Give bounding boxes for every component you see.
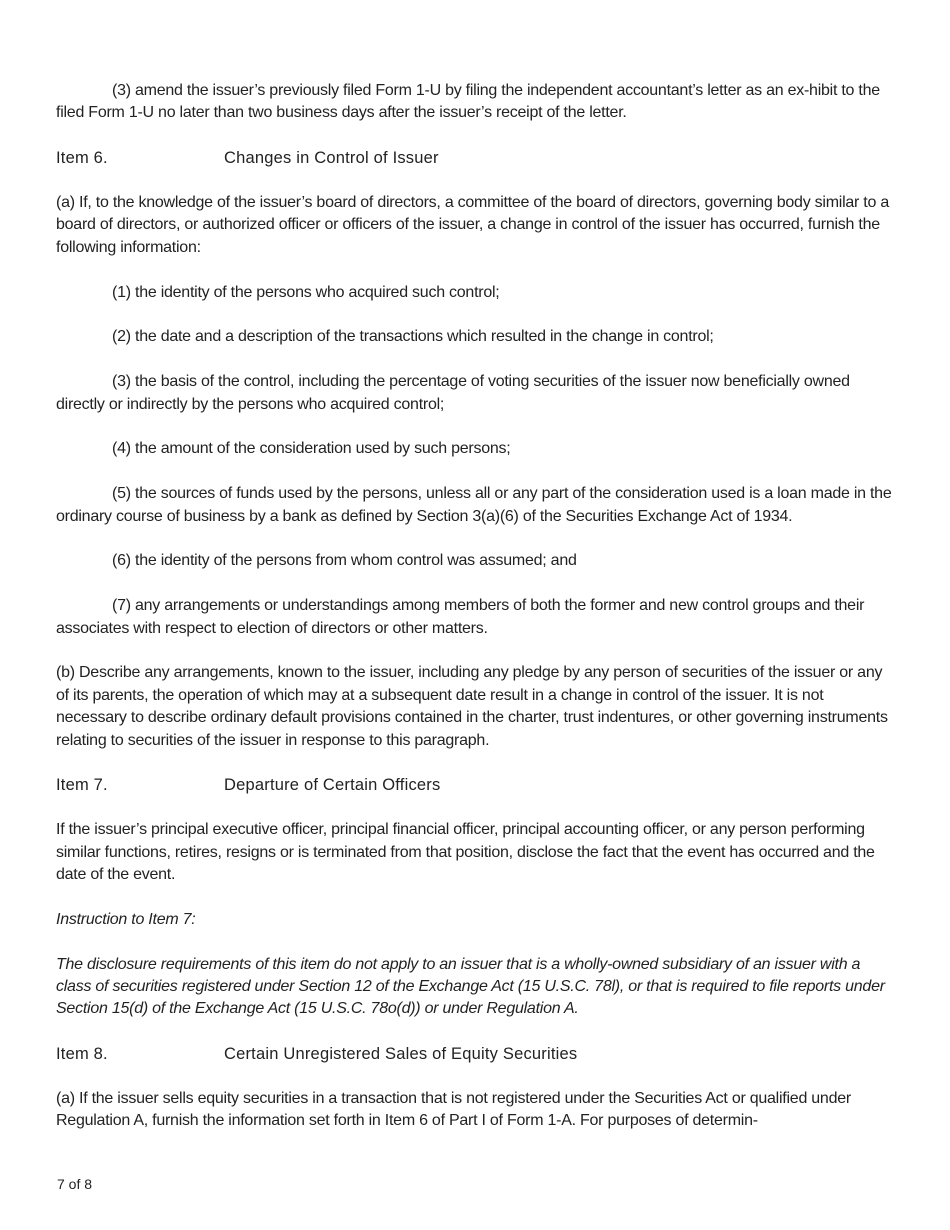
item-8-paragraph-a: (a) If the issuer sells equity securities in a transaction that is not registered under the Securities Act or qualified under Regulation A, furnish the information set forth in Item 6 of Part I of Form 1-A. For purposes of determin-	[56, 1089, 851, 1130]
item-6-number: Item 6.	[56, 149, 108, 168]
page-content	[56, 80, 894, 1155]
item-6-heading	[56, 147, 894, 169]
item-6-list-item-4: (4) the amount of the consideration used by such persons;	[112, 440, 511, 458]
item-6-list-item-7: (7) any arrangements or understandings among members of both the former and new control groups and their associates with respect to election of directors or other matters.	[56, 597, 865, 637]
item-6-paragraph-a: (a) If, to the knowledge of the issuer’s board of directors, a committee of the board of directors, governing body similar to a board of directors, or authorized officer or officers of the issuer, a change in control of the issuer has occurred, furnish the following information:	[56, 193, 889, 256]
item-7-title: Departure of Certain Officers	[224, 776, 441, 795]
item-7-heading	[56, 774, 894, 796]
item-8-heading	[56, 1043, 894, 1065]
item-6-list-item-6: (6) the identity of the persons from whom control was assumed; and	[112, 552, 577, 570]
item-6-paragraph-b: (b) Describe any arrangements, known to the issuer, including any pledge by any person of securities of the issuer or any of its parents, the operation of which may at a subsequent date result in a change in control of the issuer. It is not necessary to describe ordinary default provisions contained in the charter, trust indentures, or other governing instruments relating to securities of the issuer in response to this paragraph.	[56, 664, 888, 749]
item-7-instruction-heading: Instruction to Item 7:	[56, 910, 196, 928]
intro-paragraph: (3) amend the issuer’s previously filed Form 1-U by filing the independent accountant’s letter as an ex-hibit to the filed Form 1-U no later than two business days after the issuer’s receipt of the letter.	[56, 82, 880, 122]
item-6-list-item-3: (3) the basis of the control, including the percentage of voting securities of the issuer now beneficially owned directly or indirectly by the persons who acquired control;	[56, 373, 850, 413]
item-6-title: Changes in Control of Issuer	[224, 149, 439, 168]
item-8-number: Item 8.	[56, 1045, 108, 1064]
item-7-instruction-text: The disclosure requirements of this item do not apply to an issuer that is a wholly-owned subsidiary of an issuer with a class of securities registered under Section 12 of the Exchange Act (15 U.S.C. 78l), or that is required to file reports under Section 15(d) of the Exchange Act (15 U.S.C. 78o(d)) or under Regulation A.	[56, 955, 885, 1018]
item-6-list-item-1: (1) the identity of the persons who acquired such control;	[112, 283, 500, 301]
item-7-number: Item 7.	[56, 776, 108, 795]
item-7-paragraph: If the issuer’s principal executive officer, principal financial officer, principal accounting officer, or any person performing similar functions, retires, resigns or is terminated from that position, disclose the fact that the event has occurred and the date of the event.	[56, 821, 875, 883]
page-number: 7 of 8	[57, 1176, 93, 1192]
item-6-list-item-2: (2) the date and a description of the transactions which resulted in the change in control;	[112, 328, 714, 346]
item-8-title: Certain Unregistered Sales of Equity Securities	[224, 1045, 578, 1064]
item-6-list-item-5: (5) the sources of funds used by the persons, unless all or any part of the consideration used is a loan made in the ordinary course of business by a bank as defined by Section 3(a)(6) of the Securities Exchange Act of 1934.	[56, 485, 892, 525]
